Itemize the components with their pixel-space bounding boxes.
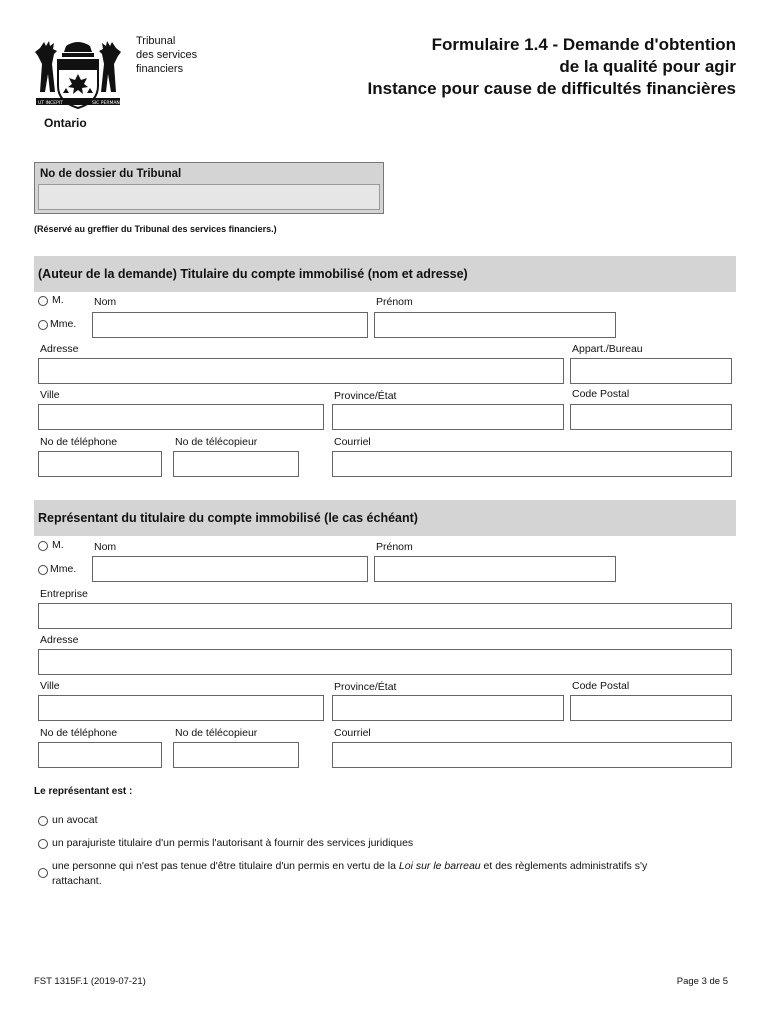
rep-adresse-input[interactable]	[38, 649, 732, 675]
rep-prenom-input[interactable]	[374, 556, 616, 582]
applicant-province-input[interactable]	[332, 404, 564, 430]
form-title	[368, 34, 736, 100]
rep-nom-input[interactable]	[92, 556, 368, 582]
rep-prenom-label: Prénom	[376, 541, 413, 553]
org-line-2: des services	[136, 49, 198, 61]
applicant-adresse-label: Adresse	[40, 343, 79, 355]
applicant-nom-input[interactable]	[92, 312, 368, 338]
rep-type-other-label-line2: rattachant.	[52, 875, 102, 887]
rep-type-other-text-2: et des règlements administratifs s'y	[480, 860, 648, 872]
title-line-1: Formulaire 1.4 - Demande d'obtention	[431, 35, 736, 54]
applicant-prenom-label: Prénom	[376, 296, 413, 308]
applicant-province-label: Province/État	[334, 390, 397, 402]
applicant-nom-label: Nom	[94, 296, 117, 308]
svg-text:UT INCEPIT: UT INCEPIT	[38, 101, 63, 106]
rep-type-other-label	[52, 860, 647, 872]
rep-code-postal-input[interactable]	[570, 695, 732, 721]
applicant-courriel-label: Courriel	[334, 436, 371, 448]
title-line-2: de la qualité pour agir	[559, 57, 736, 76]
applicant-telephone-label: No de téléphone	[40, 436, 118, 448]
ontario-coat-of-arms-logo	[30, 34, 126, 132]
rep-telephone-input[interactable]	[38, 742, 162, 768]
rep-type-other-radio[interactable]	[38, 868, 48, 878]
applicant-code-postal-input[interactable]	[570, 404, 732, 430]
rep-nom-label: Nom	[94, 541, 117, 553]
applicant-appart-label: Appart./Bureau	[572, 343, 643, 355]
rep-type-other-law-name: Loi sur le barreau	[398, 860, 481, 872]
rep-adresse-label: Adresse	[40, 634, 79, 646]
form-code: FST 1315F.1 (2019-07-21)	[34, 976, 146, 987]
applicant-mrs-label: Mme.	[50, 318, 77, 330]
rep-mr-label: M.	[52, 539, 64, 551]
rep-mrs-label: Mme.	[50, 563, 77, 575]
org-line-1: Tribunal	[136, 35, 176, 47]
rep-mrs-radio[interactable]	[38, 565, 48, 575]
applicant-mr-radio[interactable]	[38, 296, 48, 306]
applicant-section-header: (Auteur de la demande) Titulaire du compte immobilisé (nom et adresse)	[34, 256, 736, 292]
rep-courriel-input[interactable]	[332, 742, 732, 768]
organization-name	[136, 34, 197, 76]
rep-province-input[interactable]	[332, 695, 564, 721]
rep-type-lawyer-label: un avocat	[52, 814, 98, 826]
file-number-input[interactable]	[38, 184, 380, 210]
title-line-3: Instance pour cause de difficultés financières	[367, 79, 736, 98]
svg-text:SIC PERMANET: SIC PERMANET	[92, 101, 126, 106]
rep-ville-input[interactable]	[38, 695, 324, 721]
applicant-ville-label: Ville	[40, 389, 60, 401]
applicant-telecopieur-input[interactable]	[173, 451, 299, 477]
page-number: Page 3 de 5	[676, 976, 728, 987]
file-number-note: (Réservé au greffier du Tribunal des services financiers.)	[34, 224, 277, 234]
rep-telephone-label: No de téléphone	[40, 727, 118, 739]
org-line-3: financiers	[136, 63, 184, 75]
applicant-appart-input[interactable]	[570, 358, 732, 384]
applicant-code-postal-label: Code Postal	[572, 388, 630, 400]
rep-type-paralegal-label: un parajuriste titulaire d'un permis l'autorisant à fournir des services juridiques	[52, 837, 414, 849]
logo-province-text: Ontario	[44, 116, 87, 130]
rep-code-postal-label: Code Postal	[572, 680, 630, 692]
applicant-mr-label: M.	[52, 294, 64, 306]
applicant-telephone-input[interactable]	[38, 451, 162, 477]
rep-entreprise-input[interactable]	[38, 603, 732, 629]
rep-mr-radio[interactable]	[38, 541, 48, 551]
rep-type-other-text-1: une personne qui n'est pas tenue d'être titulaire d'un permis en vertu de la	[52, 860, 399, 872]
rep-telecopieur-label: No de télécopieur	[175, 727, 258, 739]
rep-telecopieur-input[interactable]	[173, 742, 299, 768]
representative-section-header: Représentant du titulaire du compte immobilisé (le cas échéant)	[34, 500, 736, 536]
applicant-prenom-input[interactable]	[374, 312, 616, 338]
rep-province-label: Province/État	[334, 681, 397, 693]
file-number-label: No de dossier du Tribunal	[40, 168, 182, 180]
applicant-ville-input[interactable]	[38, 404, 324, 430]
applicant-adresse-input[interactable]	[38, 358, 564, 384]
applicant-mrs-radio[interactable]	[38, 320, 48, 330]
rep-type-lawyer-radio[interactable]	[38, 816, 48, 826]
rep-type-paralegal-radio[interactable]	[38, 839, 48, 849]
applicant-telecopieur-label: No de télécopieur	[175, 436, 258, 448]
rep-entreprise-label: Entreprise	[40, 588, 88, 600]
rep-courriel-label: Courriel	[334, 727, 371, 739]
rep-ville-label: Ville	[40, 680, 60, 692]
rep-type-label: Le représentant est :	[34, 786, 133, 797]
applicant-courriel-input[interactable]	[332, 451, 732, 477]
